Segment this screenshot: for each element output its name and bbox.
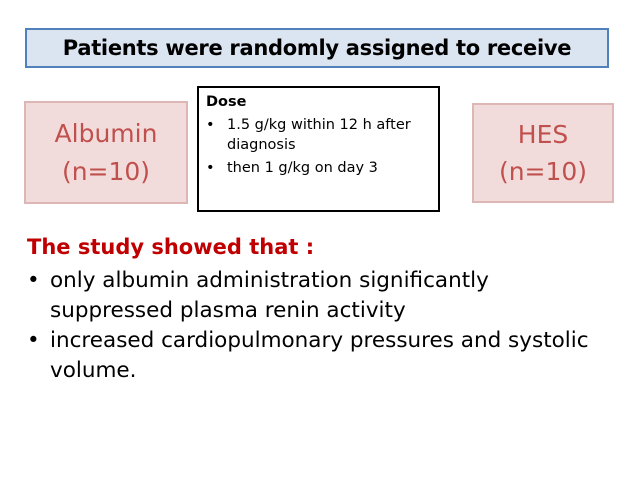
dose-box	[197, 86, 440, 212]
hes-group-box	[472, 103, 614, 203]
hes-group-name: HES	[517, 119, 569, 149]
albumin-group-box	[24, 101, 188, 204]
findings-section	[27, 232, 627, 386]
finding-item	[27, 266, 627, 326]
dose-item	[206, 158, 432, 178]
bullet-icon: •	[27, 328, 40, 353]
bullet-icon: •	[27, 268, 40, 293]
dose-item-text: then 1 g/kg on day 3	[227, 160, 378, 176]
title-banner	[25, 28, 609, 68]
finding-text: only albumin administration significantly suppressed plasma renin activity	[50, 268, 489, 323]
bullet-icon: •	[206, 160, 215, 176]
dose-title: Dose	[206, 94, 247, 110]
albumin-group-name: Albumin	[54, 119, 158, 148]
finding-text: increased cardiopulmonary pressures and systolic volume.	[50, 328, 589, 383]
dose-item	[206, 115, 432, 155]
title-banner-text: Patients were randomly assigned to receive	[62, 36, 572, 60]
findings-title: The study showed that :	[27, 235, 315, 259]
hes-group-count: (n=10)	[498, 157, 588, 186]
dose-item-text: 1.5 g/kg within 12 h after diagnosis	[227, 117, 411, 153]
finding-item	[27, 326, 627, 386]
albumin-group-count: (n=10)	[61, 156, 151, 186]
bullet-icon: •	[206, 117, 215, 133]
